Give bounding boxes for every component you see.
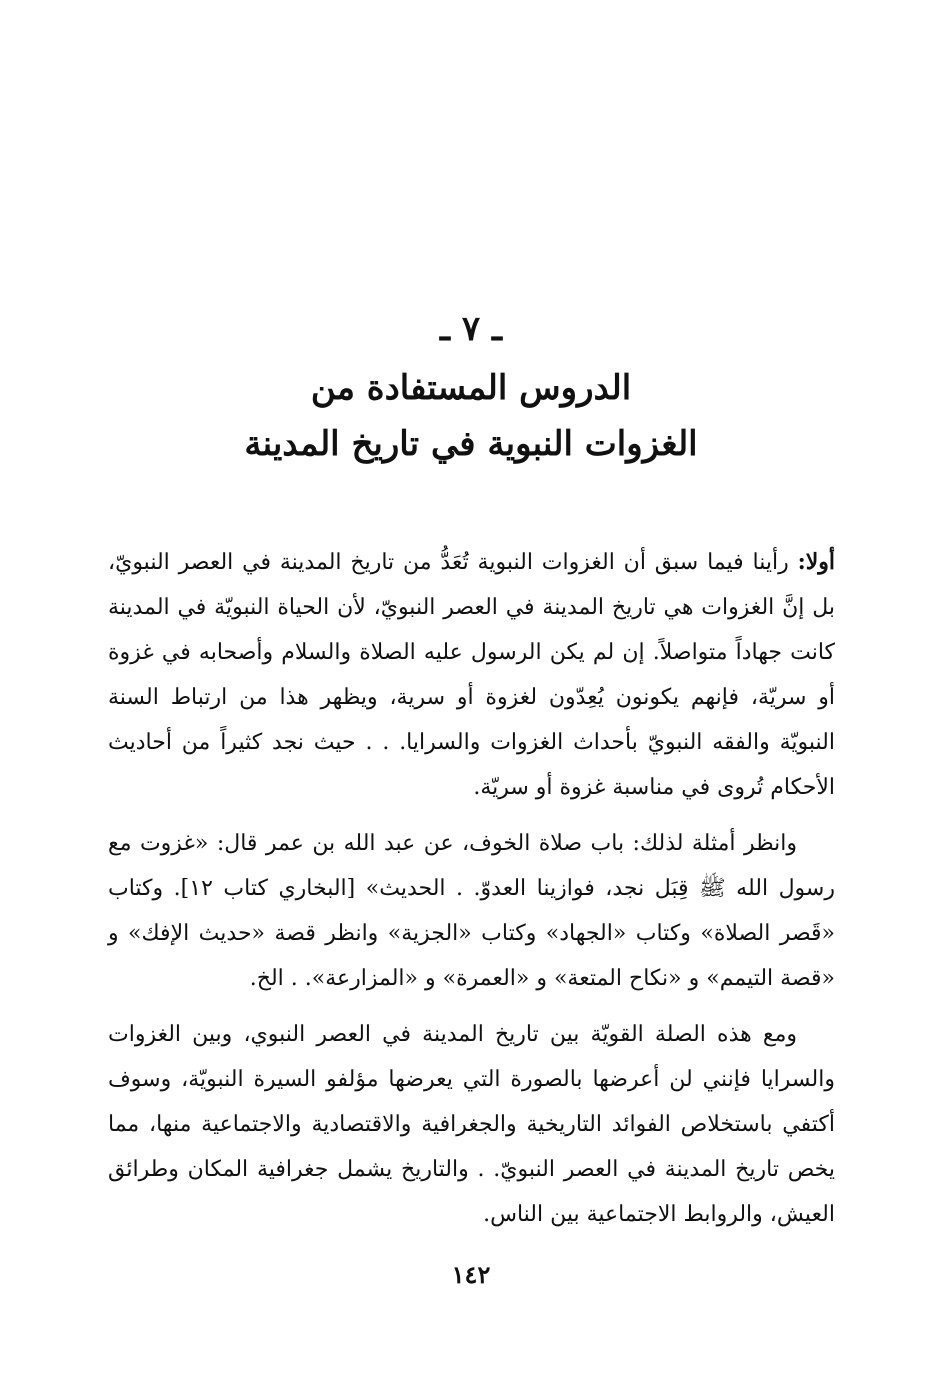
chapter-number: ـ ٧ ـ bbox=[440, 309, 502, 349]
body-text bbox=[108, 540, 835, 1248]
chapter-title-line-1: الدروس المستفادة من bbox=[310, 368, 632, 408]
paragraph-3 bbox=[108, 1012, 835, 1237]
paragraph-2 bbox=[108, 821, 835, 1001]
page-number: ١٤٢ bbox=[451, 1260, 491, 1289]
paragraph-1 bbox=[108, 540, 835, 810]
paragraph-1-text: رأينا فيما سبق أن الغزوات النبوية تُعَدُّ من تاريخ المدينة في العصر النبويّ، بل إنَّ الغزوات هي تاريخ المدينة في العصر النبويّ، لأن الحياة النبويّة في المدينة كانت جهاداً متواصلاً. إن لم يكن الرسول عليه الصلاة والسلام وأصحابه في غزوة أو سريّة، فإنهم يكونون يُعِدّون لغزوة أو سرية، ويظهر هذا من ارتباط السنة النبويّة والفقه النبويّ بأحداث الغزوات والسرايا. . . حيث نجد كثيراً من أحاديث الأحكام تُروى في مناسبة غزوة أو سريّة. bbox=[108, 550, 835, 800]
paragraph-3-text: ومع هذه الصلة القويّة بين تاريخ المدينة في العصر النبوي، وبين الغزوات والسرايا فإنني لن أعرضها بالصورة التي يعرضها مؤلفو السيرة النبويّة، وسوف أكتفي باستخلاص الفوائد التاريخية والجغرافية والاقتصادية والاجتماعية منها، مما يخص تاريخ المدينة في العصر النبويّ. . والتاريخ يشمل جغرافية المكان وطرائق العيش، والروابط الاجتماعية بين الناس. bbox=[108, 1022, 835, 1227]
paragraph-2-text: وانظر أمثلة لذلك: باب صلاة الخوف، عن عبد الله بن عمر قال: «غزوت مع رسول الله ﷺ قِبَل نجد، فوازينا العدوّ. . الحديث» [البخاري كتاب ١٢]. وكتاب «قَصر الصلاة» وكتاب «الجهاد» وكتاب «الجزية» وانظر قصة «حديث الإفك» و «قصة التيمم» و «نكاح المتعة» و «العمرة» و «المزارعة». . الخ. bbox=[108, 831, 835, 991]
paragraph-1-lead: أولا: bbox=[797, 549, 835, 575]
chapter-title-line-2: الغزوات النبوية في تاريخ المدينة bbox=[244, 424, 698, 464]
